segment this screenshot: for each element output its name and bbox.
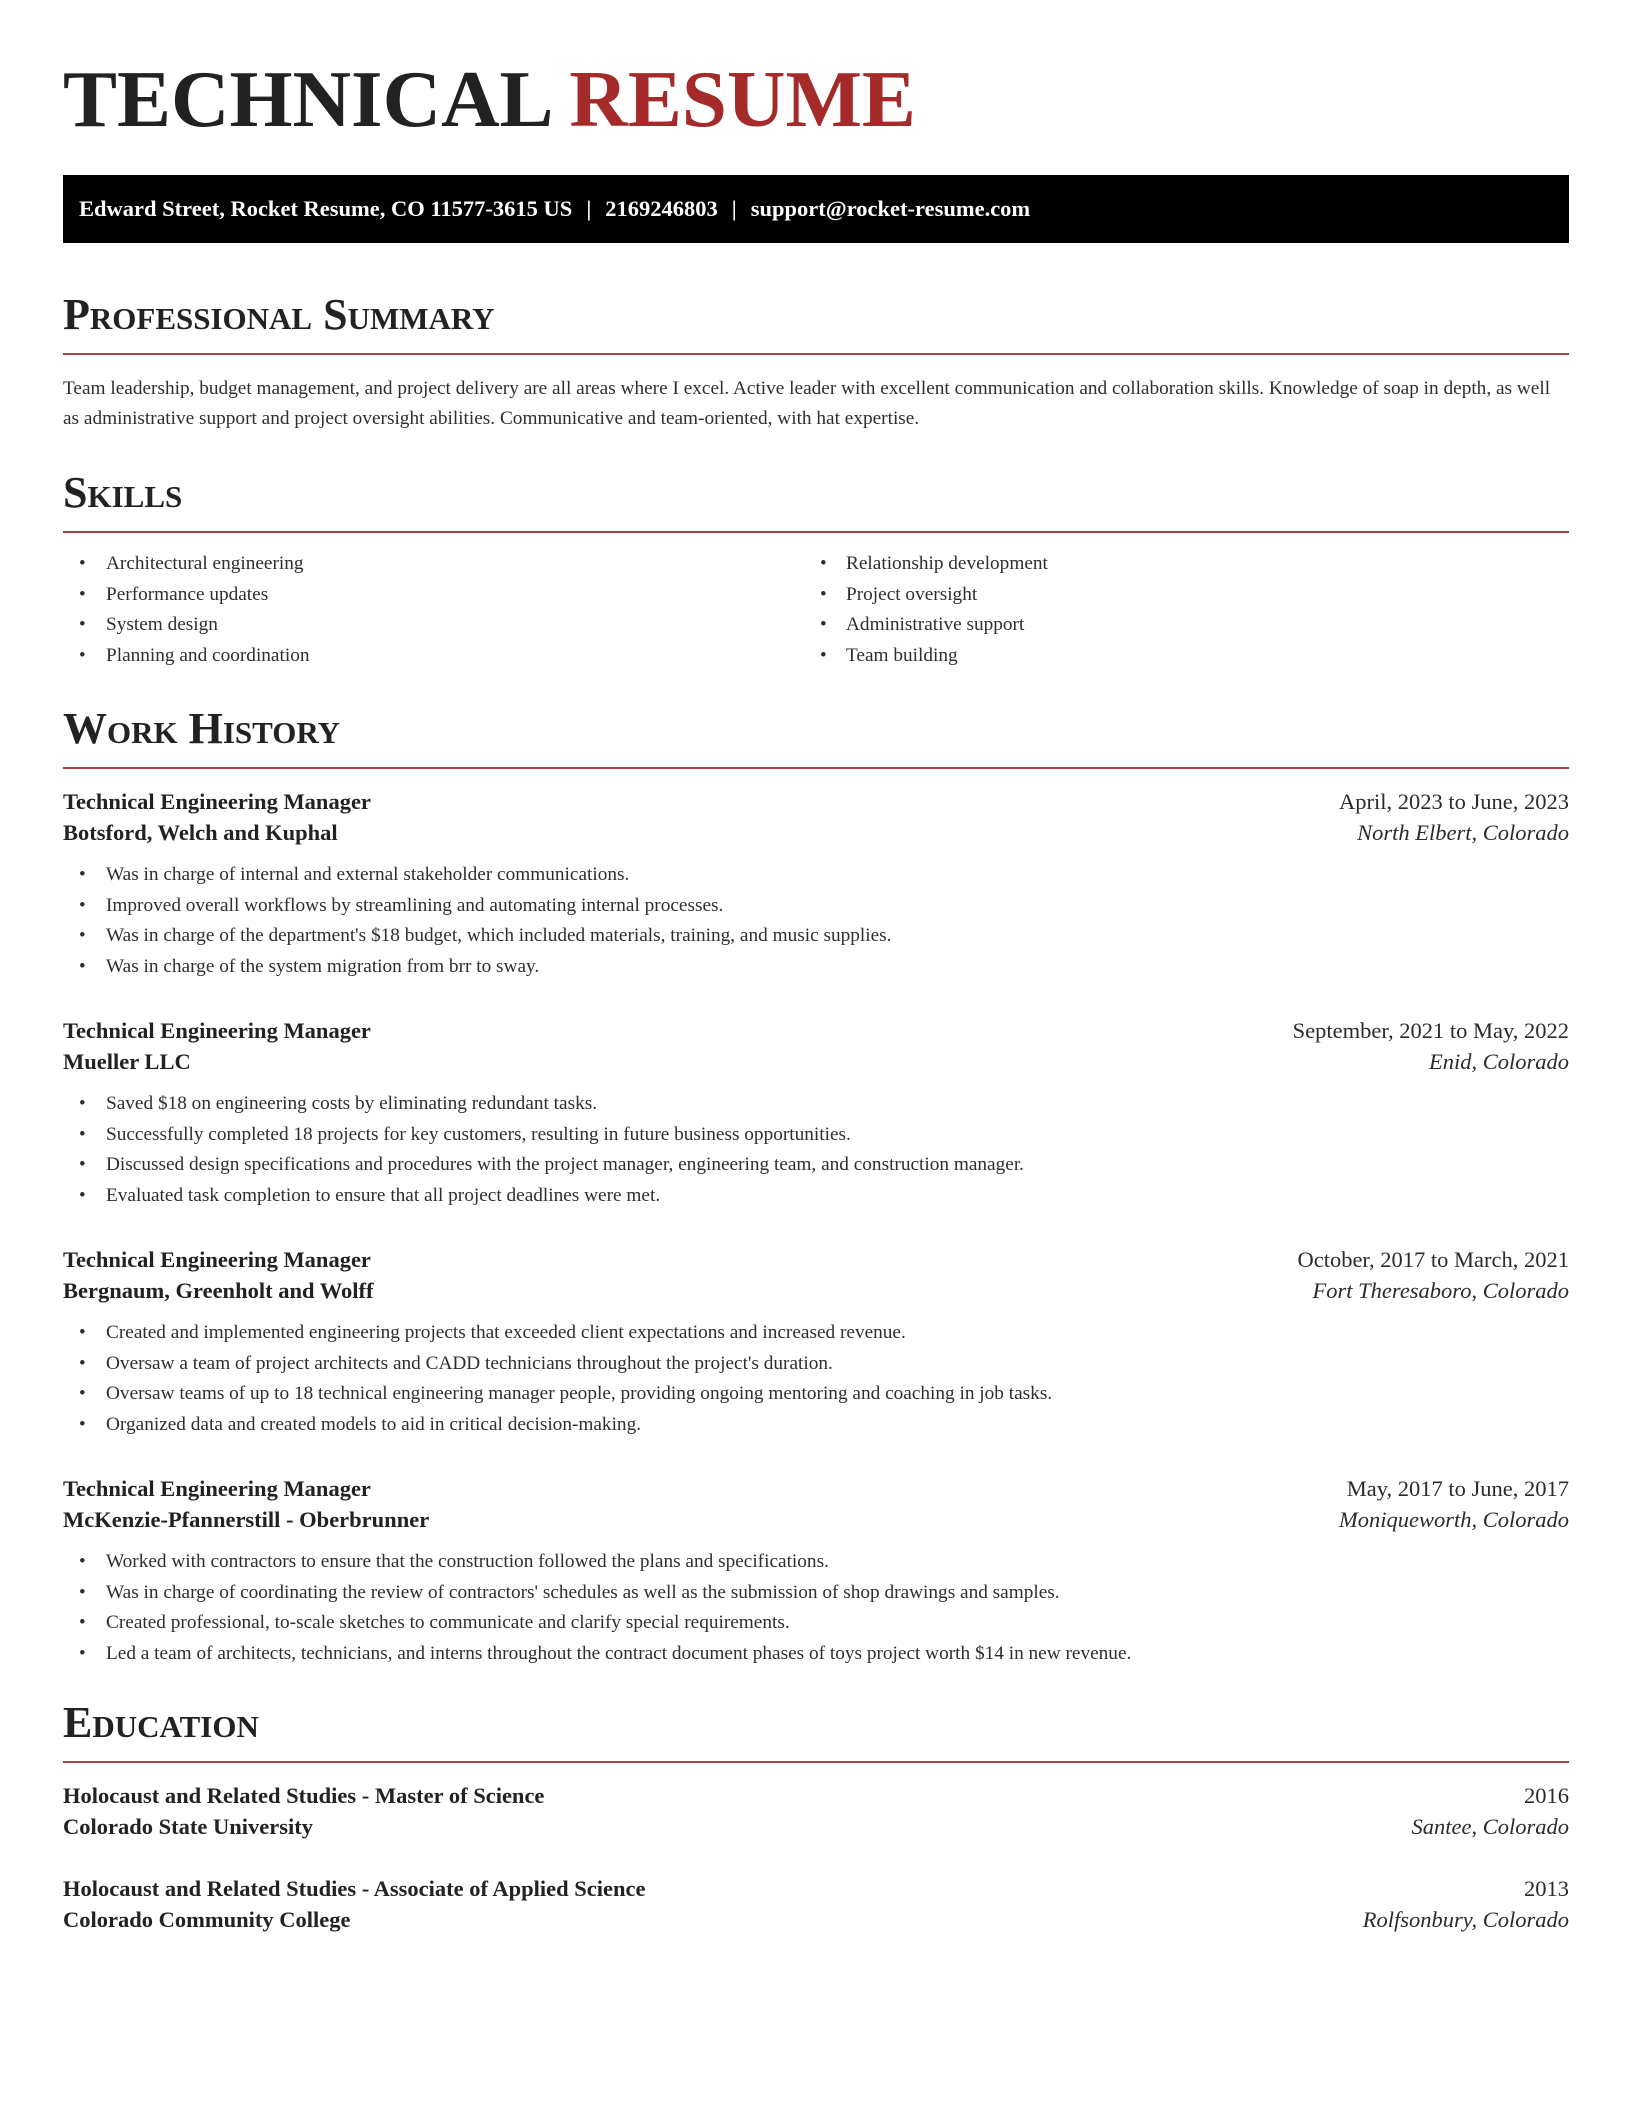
job-bullet: • Evaluated task completion to ensure that all project deadlines were met. — [63, 1181, 1569, 1212]
education-degree: Holocaust and Related Studies - Associate of Applied Science — [63, 1876, 646, 1901]
job-bullet: • Oversaw a team of project architects and CADD technicians throughout the project's duration. — [63, 1349, 1569, 1380]
summary-heading: Professional Summary — [63, 290, 495, 339]
skill-item: • Performance updates — [63, 580, 816, 611]
section-divider — [63, 353, 1569, 355]
job-header-row — [63, 1247, 1569, 1273]
summary-text: Team leadership, budget management, and project delivery are all areas where I excel. Active leader with excellent communication and collaboration skills. Knowledge of soap in depth, as well as administrative support and project oversight abilities. Communicative and team-oriented, with hat expertise. — [63, 378, 1551, 429]
resume-title-accent: RESUME — [569, 54, 916, 144]
job-company: Bergnaum, Greenholt and Wolff — [63, 1278, 374, 1303]
skill-item: • Planning and coordination — [63, 641, 816, 672]
job-bullet: • Created professional, to-scale sketches to communicate and clarify special requirements. — [63, 1608, 1569, 1639]
job-bullet: • Was in charge of internal and external stakeholder communications. — [63, 860, 1569, 891]
skill-item: • Architectural engineering — [63, 549, 816, 580]
job-bullets — [63, 1547, 1569, 1669]
job-bullets — [63, 1089, 1569, 1211]
job-company: Mueller LLC — [63, 1049, 191, 1074]
education-year: 2013 — [1524, 1876, 1569, 1901]
job-bullet: • Discussed design specifications and procedures with the project manager, engineering team, and construction manager. — [63, 1150, 1569, 1181]
job-bullet: • Improved overall workflows by streamlining and automating internal processes. — [63, 891, 1569, 922]
job-bullet: • Worked with contractors to ensure that the construction followed the plans and specifications. — [63, 1547, 1569, 1578]
contact-separator: | — [731, 196, 737, 221]
job-entry — [63, 789, 1569, 982]
resume-title-main: TECHNICAL — [63, 54, 550, 144]
job-dates: September, 2021 to May, 2022 — [1292, 1018, 1569, 1043]
job-company: McKenzie-Pfannerstill - Oberbrunner — [63, 1507, 430, 1532]
section-divider — [63, 767, 1569, 769]
job-location: Fort Theresaboro, Colorado — [1312, 1278, 1569, 1303]
contact-email[interactable]: support@rocket-resume.com — [750, 196, 1031, 221]
skills-heading: Skills — [63, 468, 183, 517]
skill-item: • Team building — [816, 641, 1569, 672]
job-bullet: • Organized data and created models to aid in critical decision-making. — [63, 1410, 1569, 1441]
job-company-row — [63, 1507, 1569, 1533]
job-dates: April, 2023 to June, 2023 — [1339, 789, 1569, 814]
contact-bar — [63, 175, 1569, 243]
education-location: Santee, Colorado — [1411, 1814, 1569, 1839]
job-title: Technical Engineering Manager — [63, 1018, 371, 1043]
education-entry — [63, 1876, 1569, 1933]
job-bullet: • Created and implemented engineering projects that exceeded client expectations and increased revenue. — [63, 1318, 1569, 1349]
job-company-row — [63, 1049, 1569, 1075]
education-heading: Education — [63, 1698, 259, 1747]
education-school: Colorado State University — [63, 1814, 313, 1839]
work-history-heading: Work History — [63, 704, 341, 753]
skills-column-right — [816, 549, 1569, 671]
job-location: Enid, Colorado — [1428, 1049, 1569, 1074]
section-divider — [63, 1761, 1569, 1763]
job-company: Botsford, Welch and Kuphal — [63, 820, 338, 845]
contact-phone[interactable]: 2169246803 — [605, 196, 718, 221]
job-bullet: • Led a team of architects, technicians, and interns throughout the contract document phases of toys project worth $14 in new revenue. — [63, 1639, 1569, 1670]
job-title: Technical Engineering Manager — [63, 1247, 371, 1272]
contact-separator: | — [586, 196, 592, 221]
job-location: North Elbert, Colorado — [1357, 820, 1569, 845]
resume-title — [63, 0, 1569, 142]
job-company-row — [63, 820, 1569, 846]
job-bullet: • Oversaw teams of up to 18 technical engineering manager people, providing ongoing mentoring and coaching in job tasks. — [63, 1379, 1569, 1410]
education-school: Colorado Community College — [63, 1907, 351, 1932]
job-bullet: • Was in charge of the system migration from brr to sway. — [63, 952, 1569, 983]
education-school-row — [63, 1907, 1569, 1933]
education-degree: Holocaust and Related Studies - Master of Science — [63, 1783, 545, 1808]
job-entry — [63, 1247, 1569, 1440]
job-bullets — [63, 1318, 1569, 1440]
skill-item: • Administrative support — [816, 610, 1569, 641]
job-location: Moniqueworth, Colorado — [1338, 1507, 1569, 1532]
section-divider — [63, 531, 1569, 533]
skill-item: • Relationship development — [816, 549, 1569, 580]
education-header-row — [63, 1876, 1569, 1902]
job-title: Technical Engineering Manager — [63, 1476, 371, 1501]
job-bullets — [63, 860, 1569, 982]
job-dates: October, 2017 to March, 2021 — [1297, 1247, 1569, 1272]
job-header-row — [63, 1476, 1569, 1502]
job-entry — [63, 1476, 1569, 1669]
job-bullet: • Was in charge of coordinating the review of contractors' schedules as well as the submission of shop drawings and samples. — [63, 1578, 1569, 1609]
job-title: Technical Engineering Manager — [63, 789, 371, 814]
job-bullet: • Successfully completed 18 projects for key customers, resulting in future business opportunities. — [63, 1120, 1569, 1151]
skills-list — [63, 549, 1569, 671]
job-entry — [63, 1018, 1569, 1211]
education-entry — [63, 1783, 1569, 1840]
job-dates: May, 2017 to June, 2017 — [1346, 1476, 1569, 1501]
job-bullet: • Saved $18 on engineering costs by eliminating redundant tasks. — [63, 1089, 1569, 1120]
skill-item: • System design — [63, 610, 816, 641]
job-header-row — [63, 1018, 1569, 1044]
job-header-row — [63, 789, 1569, 815]
education-location: Rolfsonbury, Colorado — [1362, 1907, 1569, 1932]
education-header-row — [63, 1783, 1569, 1809]
skills-column-left — [63, 549, 816, 671]
job-bullet: • Was in charge of the department's $18 budget, which included materials, training, and music supplies. — [63, 921, 1569, 952]
job-company-row — [63, 1278, 1569, 1304]
skill-item: • Project oversight — [816, 580, 1569, 611]
education-school-row — [63, 1814, 1569, 1840]
contact-address: Edward Street, Rocket Resume, CO 11577-3615 US — [79, 196, 573, 221]
education-year: 2016 — [1524, 1783, 1569, 1808]
